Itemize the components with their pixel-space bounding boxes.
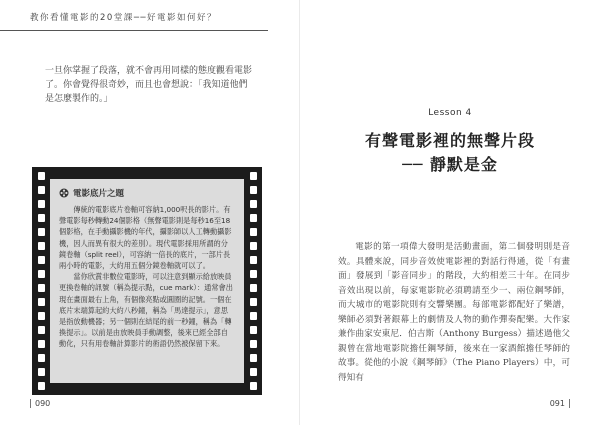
right-page	[300, 0, 600, 425]
film-strip-sidebar	[32, 167, 262, 395]
page-number-right: 091	[550, 399, 570, 408]
sidebar-text	[59, 204, 235, 350]
sidebar-heading	[59, 187, 235, 199]
sidebar-paragraph: 當你欣賞非數位電影時，可以注意到顯示給放映員更換卷軸的訊號（稱為提示點，cue mark）：通常會出現在畫面最右上角，有個像亮點或圓圈的記號。一個在底片末端算起約大約八秒鐘，稱為「馬達提示」，意思是指放動機器；另一個則在結尾的前一秒鐘，稱為「轉換提示」。以前是由放映員手動調整，後來已經全部自動化，只有用卷軸計算影片的術語仍然被保留下來。	[59, 272, 233, 349]
film-perforations-left	[35, 172, 47, 390]
chapter-title	[300, 129, 600, 177]
sidebar-paragraph: 傳統的電影底片卷軸可容納1,000呎長的影片。有聲電影每秒轉動24個影格（無聲電影則是每秒16至18個影格，在手動攝影機的年代，攝影師以人工轉動攝影機，因人而異有很大的差別）。現代電影採用所謂的分鏡卷軸（split reel），可容納一倍長的底片，一部片長兩小時的電影，大約用五個分鏡卷軸就可以了。	[59, 205, 232, 271]
film-reel-icon	[59, 188, 69, 198]
film-perforations-right	[247, 172, 259, 390]
sidebar-content	[50, 179, 244, 383]
header-rule	[0, 30, 268, 31]
opening-paragraph	[45, 64, 255, 106]
lesson-label: Lesson 4	[428, 108, 472, 118]
chapter-title-line1: 有聲電影裡的無聲片段	[364, 131, 535, 150]
page-number-left: 090	[30, 399, 50, 408]
sidebar-title: 電影底片之題	[73, 189, 125, 199]
body-paragraph: 電影的第一項偉大發明是活動畫面，第二個發明則是音效。具體來說，同步音效使電影裡的對話行得通，從「有畫面」發展到「影音同步」的階段，大約相差三十年。在同步音效出現以前，每家電影院必須聘請至少一、兩位鋼琴師，而大城市的電影院則有交響樂團。每部電影都配好了樂譜，樂師必須對著銀幕上的劇情及人物的動作彈奏配樂。大作家兼作曲家安東尼．伯吉斯（Anthony Burgess）描述過他父親曾在當地電影院擔任鋼琴師，後來在一家酒館擔任琴師的故事。從他的小說《鋼琴師》（The Piano Players）中，可得知有	[338, 242, 570, 383]
chapter-title-line2: ── 靜默是金	[402, 155, 498, 174]
running-header: 教你看懂電影的20堂課──好電影如何好？	[30, 13, 218, 23]
opening-paragraph-text: 一旦你掌握了段落，就不會再用同樣的態度觀看電影了。你會覺得很奇妙，而且也會想說：「我知道他們是怎麼製作的。」	[45, 66, 253, 104]
body-text	[338, 240, 570, 385]
